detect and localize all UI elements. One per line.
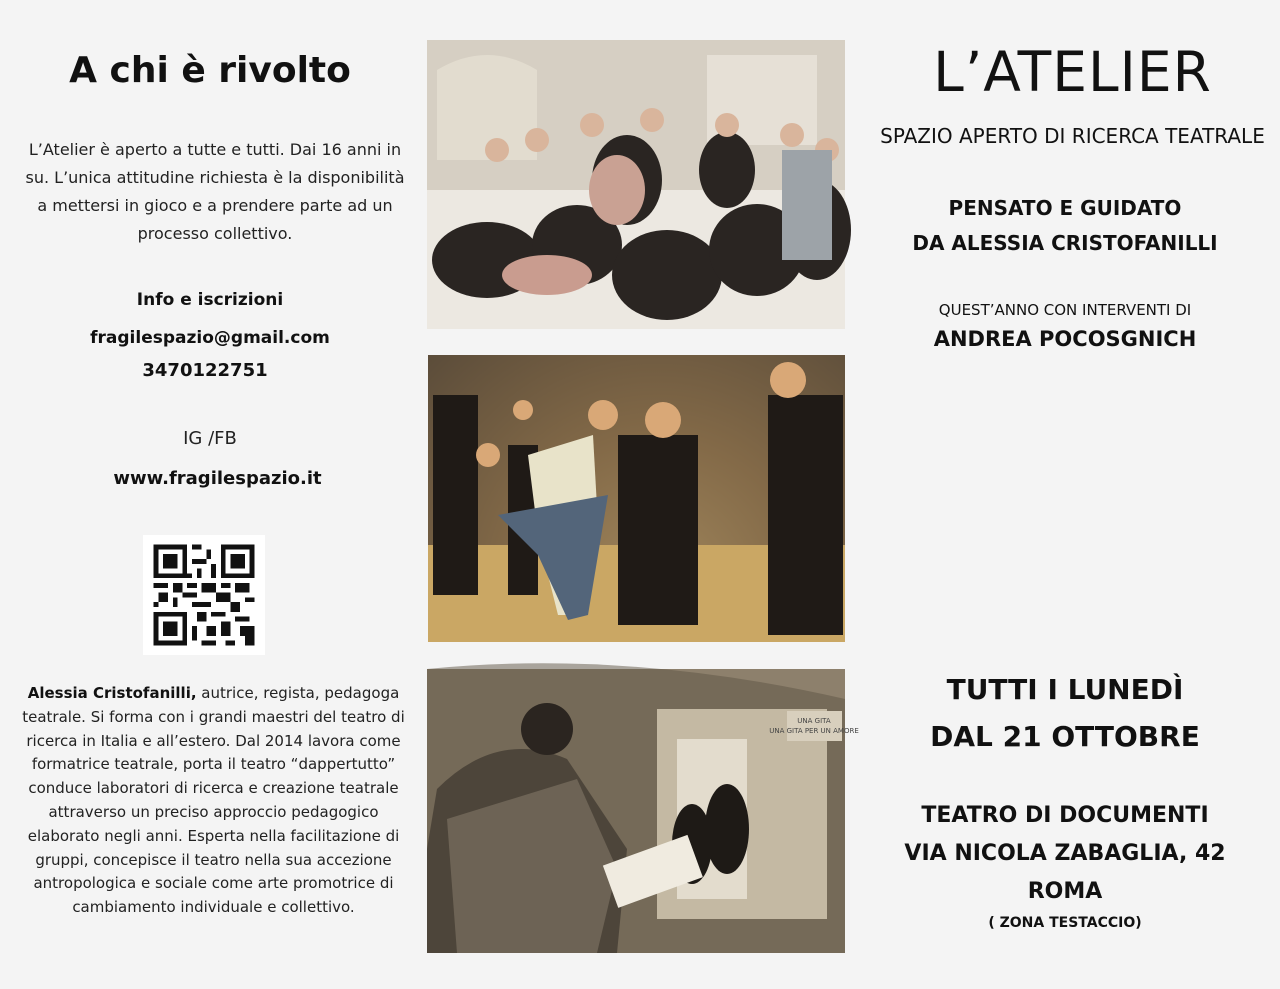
guided-by-line2: DA ALESSIA CRISTOFANILLI — [912, 231, 1218, 255]
phone-number[interactable]: 3470122751 — [142, 360, 268, 381]
workshop-photo-reading — [427, 669, 859, 953]
guided-by-line1: PENSATO E GUIDATO — [948, 196, 1182, 220]
bio-name: Alessia Cristofanilli, — [27, 684, 197, 702]
atelier-title: L’ATELIER — [933, 40, 1212, 104]
venue-name: TEATRO DI DOCUMENTI — [921, 803, 1209, 828]
social-label: IG /FB — [183, 428, 237, 449]
info-heading: Info e iscrizioni — [136, 290, 284, 310]
workshop-photo-exercise — [428, 355, 845, 642]
section-title: A chi è rivolto — [69, 50, 351, 91]
bio-text: autrice, regista, pedagoga teatrale. Si forma con i grandi maestri del teatro di ricerca in Italia e all’estero. Dal 2014 lavora come formatrice teatrale, porta il teatro “dappertutto” conduce laboratori di ricerca e creazione teatrale attraverso un preciso approccio pedagogico elaborato negli anni. Esperta nella facilitazione di gruppi, concepisce il teatro nella sua accezione antropologica e sociale come arte promotrice di cambiamento individuale e collettivo. — [22, 684, 405, 917]
workshop-photo-circle — [427, 40, 845, 329]
venue-city: ROMA — [1027, 879, 1103, 904]
svg-text:UNA GITA: UNA GITA — [797, 717, 831, 725]
intro-paragraph: L’Atelier è aperto a tutte e tutti. Dai 16 anni in su. L’unica attitudine richiesta è la disponibilità a mettersi in gioco e a prendere parte ad un processo collettivo. — [25, 140, 405, 243]
venue-address: VIA NICOLA ZABAGLIA, 42 — [904, 841, 1226, 866]
photo-sign-text: UNA GITA PER UN AMORE — [769, 727, 859, 735]
email-link[interactable]: fragilespazio@gmail.com — [90, 328, 330, 348]
website-link[interactable]: www.fragilespazio.it — [113, 468, 322, 489]
qr-code-icon[interactable] — [143, 535, 265, 655]
schedule-day: TUTTI I LUNEDÌ — [946, 673, 1184, 706]
guest-intro: QUEST’ANNO CON INTERVENTI DI — [938, 301, 1192, 319]
bio-paragraph — [16, 682, 411, 920]
atelier-subtitle: SPAZIO APERTO DI RICERCA TEATRALE — [880, 124, 1265, 148]
venue-zone: ( ZONA TESTACCIO) — [988, 915, 1142, 931]
schedule-start: DAL 21 OTTOBRE — [930, 720, 1200, 753]
guest-name: ANDREA POCOSGNICH — [933, 327, 1197, 351]
